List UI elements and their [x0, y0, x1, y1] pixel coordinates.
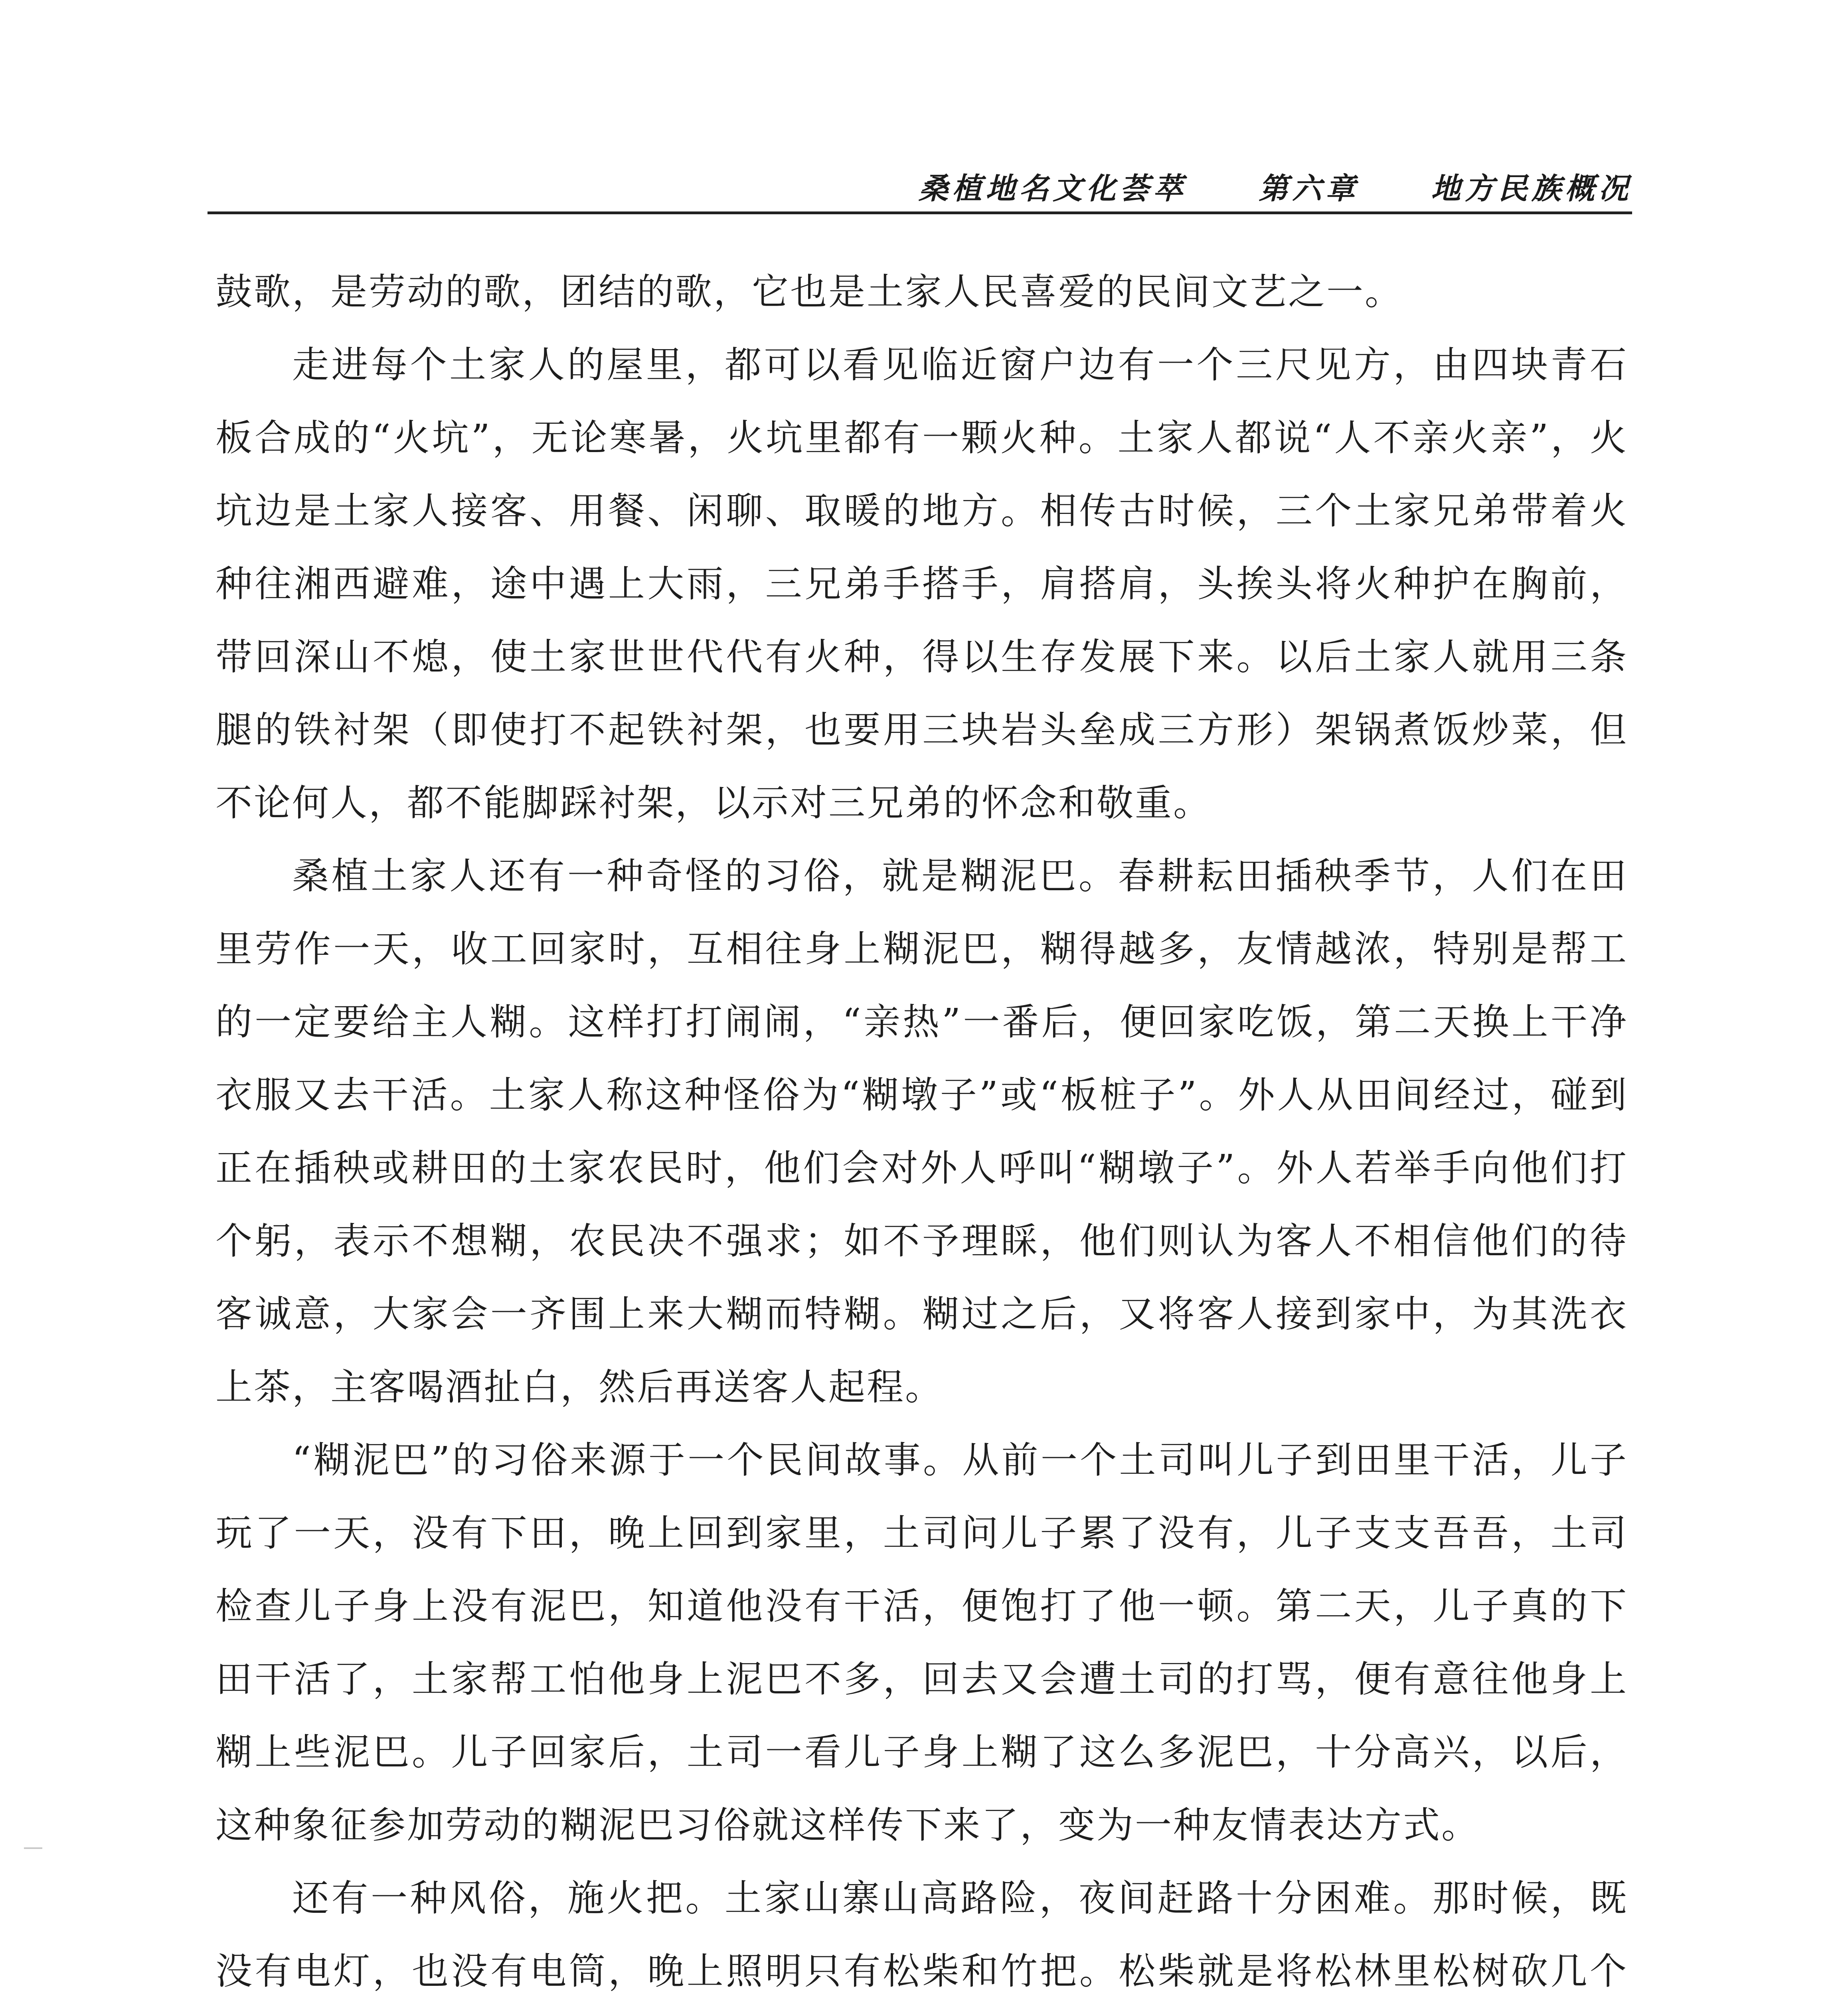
- section-title: 地方民族概况: [1431, 172, 1632, 206]
- paragraph-fire-pit: 走进每个土家人的屋里，都可以看见临近窗户边有一个三尺见方，由四块青石板合成的“火坑”，无论寒暑，火坑里都有一颗火种。土家人都说“人不亲火亲”，火坑边是土家人接客、用餐、闲聊、取暖的地方。相传古时候，三个土家兄弟带着火种往湘西避难，途中遇上大雨，三兄弟手搭手，肩搭肩，头挨头将火种护在胸前，带回深山不熄，使土家世世代代有火种，得以生存发展下来。以后土家人就用三条腿的铁衬架（即使打不起铁衬架，也要用三块岩头垒成三方形）架锅煮饭炒菜，但不论何人，都不能脚踩衬架，以示对三兄弟的怀念和敬重。: [215, 344, 1628, 824]
- running-header: [208, 152, 1632, 207]
- body-text: [215, 255, 1628, 1995]
- paragraph-mud-legend: “糊泥巴”的习俗来源于一个民间故事。从前一个土司叫儿子到田里干活，儿子玩了一天，没有下田，晚上回到家里，土司问儿子累了没有，儿子支支吾吾，土司检查儿子身上没有泥巴，知道他没有干活，便饱打了他一顿。第二天，儿子真的下田干活了，土家帮工怕他身上泥巴不多，回去又会遭土司的打骂，便有意往他身上糊上些泥巴。儿子回家后，土司一看儿子身上糊了这么多泥巴，十分高兴，以后，这种象征参加劳动的糊泥巴习俗就这样传下来了，变为一种友情表达方式。: [215, 1439, 1628, 1847]
- paragraph-mud-custom: 桑植土家人还有一种奇怪的习俗，就是糊泥巴。春耕耘田插秧季节，人们在田里劳作一天，收工回家时，互相往身上糊泥巴，糊得越多，友情越浓，特别是帮工的一定要给主人糊。这样打打闹闹，“亲热”一番后，便回家吃饭，第二天换上干净衣服又去干活。土家人称这种怪俗为“糊墩子”或“板桩子”。外人从田间经过，碰到正在插秧或耕田的土家农民时，他们会对外人呼叫“糊墩子”。外人若举手向他们打个躬，表示不想糊，农民决不强求；如不予理睬，他们则认为客人不相信他们的待客诚意，大家会一齐围上来大糊而特糊。糊过之后，又将客人接到家中，为其洗衣上茶，主客喝酒扯白，然后再送客人起程。: [215, 855, 1628, 1408]
- header-rule: [208, 211, 1632, 214]
- margin-mark: [24, 1847, 42, 1849]
- chapter-label: 第六章: [1259, 172, 1359, 206]
- paragraph-continued: 鼓歌，是劳动的歌，团结的歌，它也是土家人民喜爱的民间文艺之一。: [215, 271, 1403, 313]
- book-title: 桑植地名文化荟萃: [919, 172, 1187, 206]
- paragraph-torch-custom: 还有一种风俗，施火把。土家山寨山高路险，夜间赶路十分困难。那时候，既没有电灯，也没有电筒，晚上照明只有松柴和竹把。松柴就是将松林里松树砍几个: [215, 1877, 1628, 1993]
